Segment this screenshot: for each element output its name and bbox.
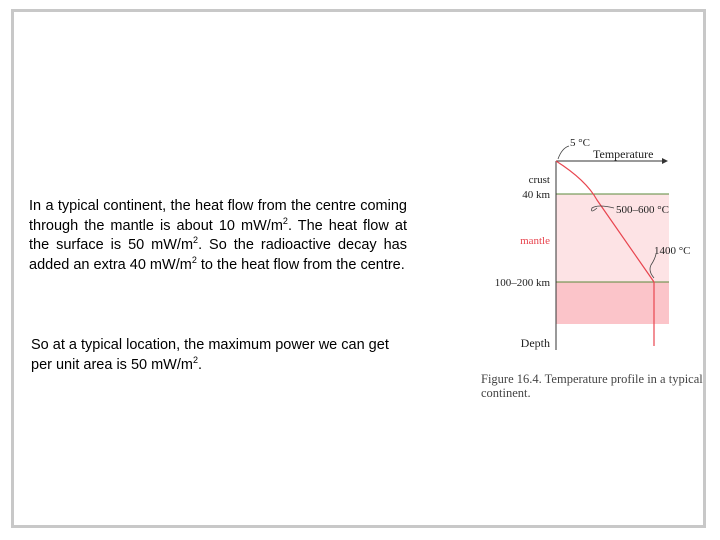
paragraph-max-power: So at a typical location, the maximum power we can get per unit area is 50 $mW/m^2$.	[31, 337, 389, 373]
top-temp-leader	[558, 146, 569, 159]
lower-region	[556, 282, 669, 324]
temperature-axis-arrow	[662, 158, 668, 164]
mantle-label: mantle	[520, 235, 550, 247]
deep-temp-label: 1400 °C	[654, 245, 691, 257]
paragraph-heat-flow: In a typical continent, the heat flow from the centre coming through the mantle is about 10 $mW/m^2$. The heat flow at the surface is 50 $mW/m^2$. So the radioactive decay has added an extra 40 $mW/m^2$ to the heat flow from the centre.	[29, 198, 407, 273]
top-temp-label: 5 °C	[570, 137, 590, 149]
mid-temp-label: 500–600 °C	[616, 204, 669, 216]
crust-label: crust	[528, 174, 550, 186]
x-axis-label: Temperature	[593, 147, 654, 161]
crust-depth-label: 40 km	[522, 189, 550, 201]
figure-caption: Figure 16.4. Temperature profile in a typical continent.	[481, 372, 703, 400]
lower-depth-label: 100–200 km	[494, 277, 550, 289]
temperature-profile-figure	[474, 128, 704, 408]
y-axis-label: Depth	[520, 336, 550, 350]
